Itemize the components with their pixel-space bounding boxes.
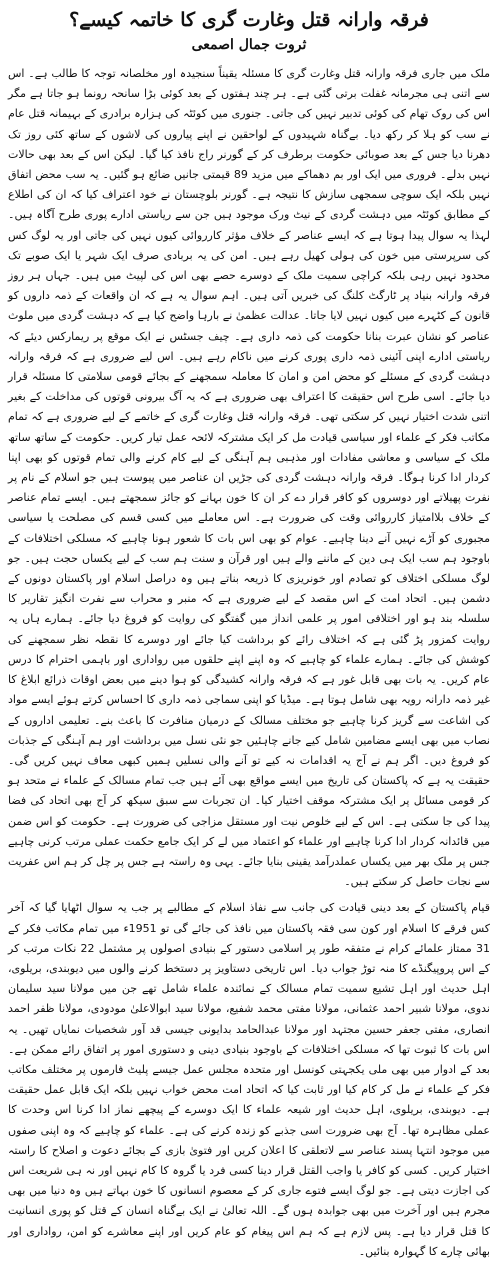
article-paragraph: قیام پاکستان کے بعد دینی قیادت کی جانب سے نفاذ اسلام کے مطالبے پر جب یہ سوال اٹھایا گیا کہ آخر کس فرقے کا اسلام اور کون سی فقہ پاکستان میں نافذ کی جائے گی تو 1951ء میں تمام مکاتب فکر کے 31 ممتاز علمائے کرام نے متفقہ طور پر اسلامی دستور کے بنیادی اصولوں پر مشتمل 22 نکات مرتب کر کے اس پروپیگنڈے کا منہ توڑ جواب دیا۔ اس تاریخی دستاویز پر دستخط کرنے والوں میں دیوبندی، بریلوی، اہل حدیث اور اہل تشیع سمیت تمام مسالک کے نمائندہ علماء شامل تھے جن میں مولانا سید سلیمان ندوی، مولانا شبیر احمد عثمانی، مولانا مفتی محمد شفیع، مولانا سید ابوالاعلیٰ مودودی، مولانا ظفر احمد انصاری، مفتی جعفر حسین مجتہد اور مولانا عبدالحامد بدایونی جیسی قد آور شخصیات نمایاں تھیں۔ یہ اس بات کا ثبوت تھا کہ مسلکی اختلافات کے باوجود بنیادی دینی و دستوری امور پر اتفاق رائے ممکن ہے۔ بعد کے ادوار میں بھی ملی یکجہتی کونسل اور متحدہ مجلس عمل جیسے پلیٹ فارموں پر مختلف مکاتب فکر کے علماء نے مل کر کام کیا اور ثابت کیا کہ اتحاد امت محض خواب نہیں بلکہ ایک قابل عمل حقیقت ہے۔ دیوبندی، بریلوی، اہل حدیث اور شیعہ علماء کا ایک دوسرے کے پیچھے نماز ادا کرنا اس وحدت کا عملی مظاہرہ تھا۔ آج بھی ضرورت اسی جذبے کو زندہ کرنے کی ہے۔ علماء کو چاہیے کہ وہ اپنی صفوں میں موجود انتہا پسند عناصر سے لاتعلقی کا اعلان کریں اور فتویٰ بازی کے بجائے دعوت و اصلاح کا راستہ اختیار کریں۔ کسی کو کافر یا واجب القتل قرار دینا کسی فرد یا گروہ کا کام نہیں اور نہ ہی شریعت اس کی اجازت دیتی ہے۔ جو لوگ ایسے فتوے جاری کر کے معصوم انسانوں کا خون بہاتے ہیں وہ دنیا میں بھی مجرم ہیں اور آخرت میں بھی جوابدہ ہوں گے۔ اللہ تعالیٰ نے ایک بےگناہ انسان کے قتل کو پوری انسانیت کا قتل قرار دیا ہے۔ پس لازم ہے کہ ہم اس پیغام کو عام کریں اور اپنے معاشرے کو امن، رواداری اور بھائی چارے کا گہوارہ بنائیں۔ bbox=[8, 901, 490, 1258]
article-paragraph: ملک میں جاری فرقہ وارانہ قتل وغارت گری کا مسئلہ یقیناً سنجیدہ اور مخلصانہ توجہ کا طالب ہے۔ اس سے اتنی ہی مجرمانہ غفلت برتی گئی ہے۔ ہر چند ہفتوں کے بعد کوئی بڑا سانحہ رونما ہو جاتا ہے مگر اس کی روک تھام کی کوئی تدبیر نہیں کی جاتی۔ جنوری میں کوئٹہ کی ہزارہ برادری کے بہیمانہ قتل عام نے سب کو ہلا کر رکھ دیا۔ بےگناہ شہیدوں کے لواحقین نے اپنے پیاروں کی لاشوں کے ساتھ کئی روز تک دھرنا دیا جس کے بعد صوبائی حکومت برطرف کر کے گورنر راج نافذ کیا گیا۔ لیکن اس کے بعد بھی حالات نہیں بدلے۔ فروری میں ایک اور بم دھماکے میں مزید 89 قیمتی جانیں ضائع ہو گئیں۔ یہ سب محض اتفاق نہیں بلکہ ایک سوچی سمجھی سازش کا نتیجہ ہے۔ گورنر بلوچستان نے خود اعتراف کیا کہ ان کی اطلاع کے مطابق کوئٹہ میں دہشت گردی کے نیٹ ورک موجود ہیں جن سے ریاستی ادارے پوری طرح آگاہ ہیں۔ لہذا یہ سوال پیدا ہوتا ہے کہ ایسے عناصر کے خلاف مؤثر کارروائی کیوں نہیں کی جاتی اور یہ لوگ کس کی سرپرستی میں خون کی ہولی کھیل رہے ہیں۔ امن کی یہ بربادی صرف ایک شہر یا ایک صوبے تک محدود نہیں رہی بلکہ کراچی سمیت ملک کے دوسرے حصے بھی اس کی لپیٹ میں ہیں۔ جہاں ہر روز فرقہ وارانہ بنیاد پر ٹارگٹ کلنگ کی خبریں آتی ہیں۔ اہم سوال یہ ہے کہ ان واقعات کے ذمہ داروں کو قانون کے کٹہرے میں کیوں نہیں لایا جاتا۔ عدالت عظمیٰ نے بارہا واضح کیا ہے کہ دہشت گردی میں ملوث عناصر کو نشان عبرت بنانا حکومت کی ذمہ داری ہے۔ چیف جسٹس نے ایک موقع پر ریمارکس دیئے کہ ریاستی ادارے اپنی آئینی ذمہ داری پوری کرنے میں ناکام رہے ہیں۔ اس لیے ضروری ہے کہ فرقہ وارانہ دہشت گردی کے مسئلے کو محض امن و امان کا معاملہ سمجھنے کے بجائے قومی سلامتی کا مسئلہ قرار دیا جائے۔ اسی طرح اس حقیقت کا اعتراف بھی ضروری ہے کہ یہ آگ بیرونی قوتوں کی مداخلت کے بغیر اتنی شدت اختیار نہیں کر سکتی تھی۔ فرقہ وارانہ قتل وغارت گری کے خاتمے کے لیے ضروری ہے کہ تمام مکاتب فکر کے علماء اور سیاسی قیادت مل کر ایک مشترکہ لائحہ عمل تیار کریں۔ حکومت کے ساتھ ساتھ ملک کے سیاسی و معاشی مفادات اور مذہبی ہم آہنگی کے لیے کام کرنے والی تمام قوتوں کو بھی اپنا کردار ادا کرنا ہوگا۔ فرقہ وارانہ دہشت گردی کی جڑیں ان عناصر میں پیوست ہیں جو اسلام کے نام پر نفرت پھیلاتے اور دوسروں کو کافر قرار دے کر ان کا خون بہانے کو جائز سمجھتے ہیں۔ ایسے تمام عناصر کے خلاف بلاامتیاز کارروائی وقت کی ضرورت ہے۔ اس معاملے میں کسی قسم کی مصلحت یا سیاسی مجبوری کو آڑے نہیں آنے دینا چاہیے۔ عوام کو بھی اس بات کا شعور ہونا چاہیے کہ مسلکی اختلافات کے باوجود ہم سب ایک ہی دین کے ماننے والے ہیں اور قرآن و سنت ہم سب کے لیے یکساں حجت ہیں۔ جو لوگ مسلکی اختلاف کو تصادم اور خونریزی کا ذریعہ بناتے ہیں وہ دراصل اسلام اور پاکستان دونوں کے دشمن ہیں۔ اتحاد امت کے اس مقصد کے لیے ضروری ہے کہ منبر و محراب سے نفرت انگیز تقاریر کا سلسلہ بند ہو اور اختلافی امور پر علمی انداز میں گفتگو کی روایت کو فروغ دیا جائے۔ ہمارے ہاں یہ روایت کمزور پڑ گئی ہے کہ اختلاف رائے کو برداشت کیا جائے اور دوسرے کا نقطہ نظر سمجھنے کی کوشش کی جائے۔ ہمارے علماء کو چاہیے کہ وہ اپنے اپنے حلقوں میں رواداری اور باہمی احترام کا درس عام کریں۔ یہ بات بھی قابل غور ہے کہ فرقہ وارانہ کشیدگی کو ہوا دینے میں بعض اوقات ذرائع ابلاغ کا غیر ذمہ دارانہ رویہ بھی شامل ہوتا ہے۔ میڈیا کو اپنی سماجی ذمہ داری کا احساس کرتے ہوئے ایسے مواد کی اشاعت سے گریز کرنا چاہیے جو مختلف مسالک کے درمیان منافرت کا باعث بنے۔ تعلیمی اداروں کے نصاب میں بھی ایسے مضامین شامل کیے جانے چاہئیں جو نئی نسل میں برداشت اور ہم آہنگی کے جذبات کو فروغ دیں۔ اگر ہم نے آج یہ اقدامات نہ کیے تو آنے والی نسلیں ہمیں کبھی معاف نہیں کریں گی۔ حقیقت یہ ہے کہ پاکستان کی تاریخ میں ایسے مواقع بھی آئے ہیں جب تمام مسالک کے علماء نے متحد ہو کر قومی مسائل پر ایک مشترکہ موقف اختیار کیا۔ ان تجربات سے سبق سیکھ کر آج بھی اتحاد کی فضا پیدا کی جا سکتی ہے۔ اس کے لیے خلوص نیت اور مستقل مزاجی کی ضرورت ہے۔ حکومت کو اس ضمن میں قائدانہ کردار ادا کرنا چاہیے اور علماء کو اعتماد میں لے کر ایک جامع حکمت عملی مرتب کرنی چاہیے جس پر ملک بھر میں یکساں عملدرآمد یقینی بنایا جائے۔ یہی وہ راستہ ہے جس پر چل کر ہم اس عفریت سے نجات حاصل کر سکتے ہیں۔ bbox=[8, 67, 491, 889]
byline: ثروت جمال اصمعی bbox=[191, 37, 307, 53]
headline: فرقہ وارانہ قتل وغارت گری کا خاتمہ کیسے؟ bbox=[69, 9, 429, 31]
